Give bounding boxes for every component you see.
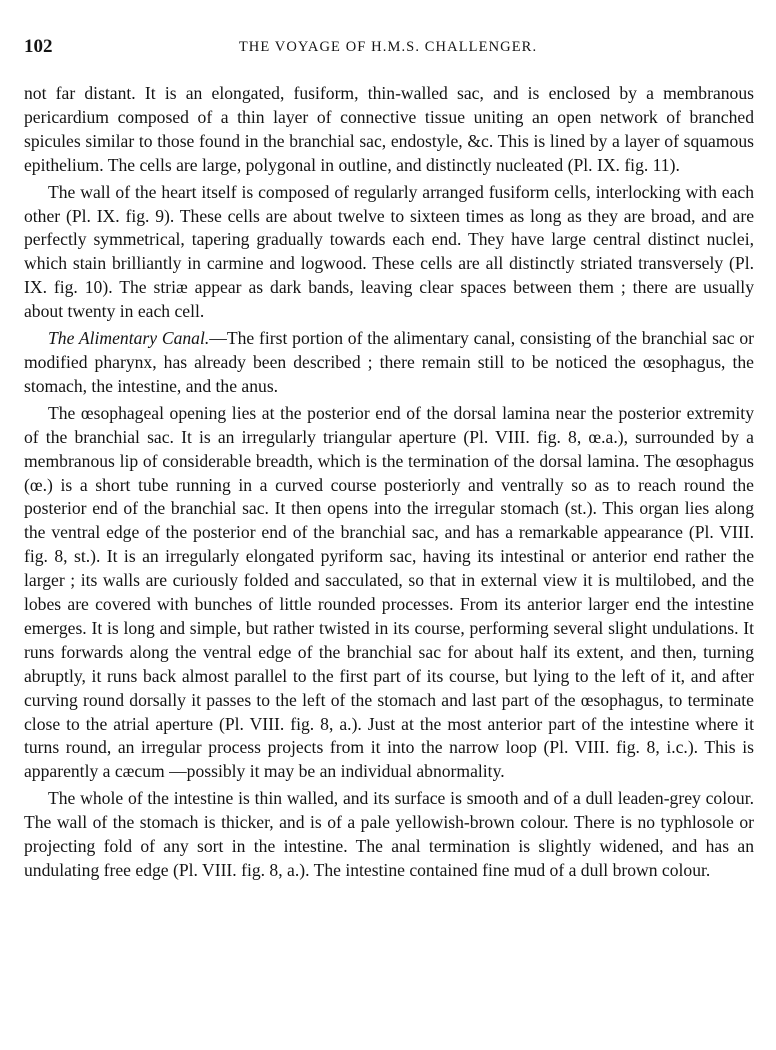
paragraph-heart-wall: The wall of the heart itself is composed of regularly arranged fusiform cells, interlocking with each other (Pl. IX. fig. 9). These cells are about twelve to sixteen times as long as they are broad, and are perfectly symmetrical, tapering gradually towards each end. They have large central distinct nuclei, which stain brilliantly in carmine and logwood. These cells are all distinctly striated transversely (Pl. IX. fig. 10). The striæ appear as dark bands, leaving clear spaces between them ; there are usually about twenty in each cell. [24, 181, 754, 322]
paragraph-alimentary-canal [24, 327, 754, 399]
paragraph-heart-continued: not far distant. It is an elongated, fusiform, thin-walled sac, and is enclosed by a membranous pericardium composed of a thin layer of connective tissue uniting an open network of branched spicules similar to those found in the branchial sac, endostyle, &c. This is lined by a layer of squamous epithelium. The cells are large, polygonal in outline, and distinctly nucleated (Pl. IX. fig. 11). [24, 83, 754, 175]
page-number: 102 [24, 36, 53, 57]
paragraph-text: —The first portion of the alimentary canal, consisting of the branchial sac or modified pharynx, has already been described ; there remain still to be noticed the œsophagus, the stomach, the intestine, and the anus. [24, 328, 754, 396]
section-title: The Alimentary Canal. [48, 328, 210, 349]
running-title: THE VOYAGE OF H.M.S. CHALLENGER. [238, 39, 538, 55]
paragraph-oesophagus: The œsophageal opening lies at the posterior end of the dorsal lamina near the posterior extremity of the branchial sac. It is an irregularly triangular aperture (Pl. VIII. fig. 8, œ.a.), surrounded by a membranous lip of considerable breadth, which is the termination of the dorsal lamina. The œsophagus (œ.) is a short tube running in a curved course posteriorly and ventrally so as to reach round the posterior end of the branchial sac. It then opens into the irregular stomach (st.). This organ lies along the ventral edge of the posterior end of the branchial sac, and has a remarkable appearance (Pl. VIII. fig. 8, st.). It is an irregularly elongated pyriform sac, having its intestinal or anterior end rather the larger ; its walls are curiously folded and sacculated, so that in external view it is multilobed, and the lobes are covered with bunches of little rounded processes. From its anterior larger end the intestine emerges. It is long and simple, but rather twisted in its course, performing several slight undulations. It runs forwards along the ventral edge of the branchial sac for about half its extent, and then, turning abruptly, it runs back almost parallel to the first part of its course, but lying to the left of it, and after curving round dorsally it passes to the left of the stomach and last part of the œsophagus, to terminate close to the atrial aperture (Pl. VIII. fig. 8, a.). Just at the most anterior part of the intestine where it turns round, an irregular process projects from it into the narrow loop (Pl. VIII. fig. 8, i.c.). This is apparently a cæcum —possibly it may be an individual abnormality. [24, 402, 754, 782]
paragraph-intestine: The whole of the intestine is thin walled, and its surface is smooth and of a dull leaden-grey colour. The wall of the stomach is thicker, and is of a pale yellowish-brown colour. There is no typhlosole or projecting fold of any sort in the intestine. The anal termination is slightly widened, and has an undulating free edge (Pl. VIII. fig. 8, a.). The intestine contained fine mud of a dull brown colour. [24, 788, 754, 880]
page-header [24, 36, 752, 64]
body-text [24, 82, 754, 883]
